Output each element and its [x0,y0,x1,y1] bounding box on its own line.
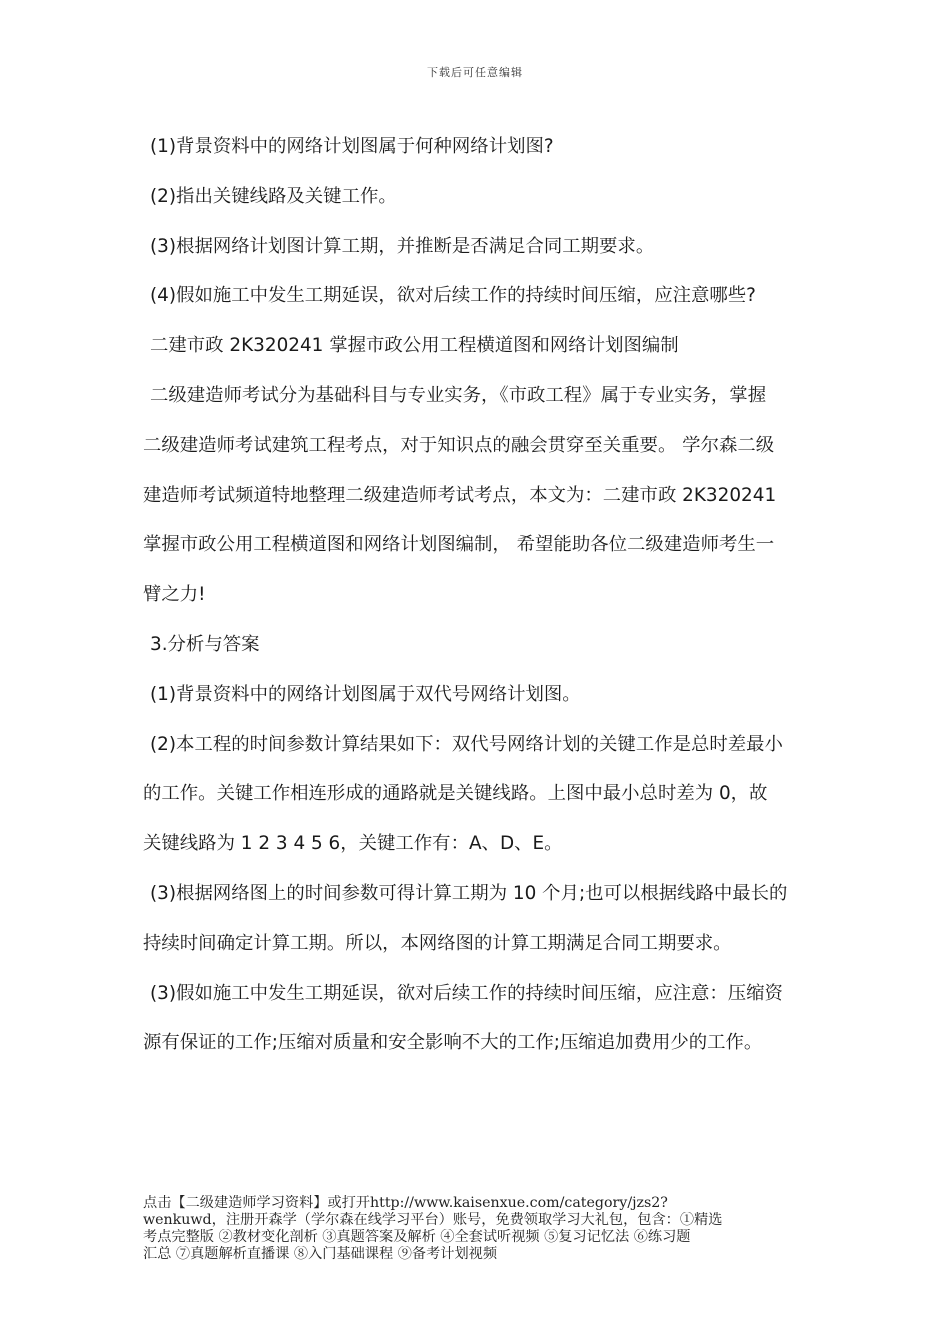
text-line: 臂之力! [143,584,206,606]
text-line: (3)根据网络图上的时间参数可得计算工期为 10 个月;也可以根据线路中最长的 [150,882,788,904]
section-heading: 3.分析与答案 [150,633,260,655]
text-line: 源有保证的工作;压缩对质量和安全影响不大的工作;压缩追加费用少的工作。 [143,1032,763,1054]
text-line: 掌握市政公用工程横道图和网络计划图编制， 希望能助各位二级建造师考生一 [143,534,775,556]
text-line: (2)指出关键线路及关键工作。 [150,185,397,207]
text-line: (1)背景资料中的网络计划图属于双代号网络计划图。 [150,683,581,705]
footer-line: 汇总 ⑦真题解析直播课 ⑧入门基础课程 ⑨备考计划视频 [143,1246,498,1262]
text-line: (3)根据网络计划图计算工期，并推断是否满足合同工期要求。 [150,235,655,257]
footer-line: 考点完整版 ②教材变化剖析 ③真题答案及解析 ④全套试听视频 ⑤复习记忆法 ⑥练习题 [143,1229,691,1245]
text-line: 持续时间确定计算工期。所以，本网络图的计算工期满足合同工期要求。 [143,932,732,954]
text-line: 建造师考试频道特地整理二级建造师考试考点，本文为：二建市政 2K320241 [143,484,777,506]
text-line: 关键线路为 1 2 3 4 5 6，关键工作有：A、D、E。 [143,833,563,855]
text-line: (2)本工程的时间参数计算结果如下：双代号网络计划的关键工作是总时差最小 [150,733,783,755]
footer-promo [143,1195,808,1263]
text-line: 二级建造师考试分为基础科目与专业实务，《市政工程》属于专业实务，掌握 [150,384,767,406]
section-title: 二建市政 2K320241 掌握市政公用工程横道图和网络计划图编制 [150,335,679,357]
text-line: 的工作。关键工作相连形成的通路就是关键线路。上图中最小总时差为 0，故 [143,783,768,805]
text-line: (4)假如施工中发生工期延误，欲对后续工作的持续时间压缩，应注意哪些? [150,285,756,307]
footer-line: wenkuwd，注册开森学（学尔森在线学习平台）账号，免费领取学习大礼包，包含：①精选 [143,1212,723,1228]
text-line: 二级建造师考试建筑工程考点，对于知识点的融会贯穿至关重要。 学尔森二级 [143,434,775,456]
page-header: 下载后可任意编辑 [427,66,523,79]
text-line: (3)假如施工中发生工期延误，欲对后续工作的持续时间压缩，应注意：压缩资 [150,982,783,1004]
footer-line: 点击【二级建造师学习资料】或打开http://www.kaisenxue.com/category/jzs2? [143,1195,668,1211]
document-body [143,122,807,1068]
text-line: (1)背景资料中的网络计划图属于何种网络计划图? [150,136,554,157]
